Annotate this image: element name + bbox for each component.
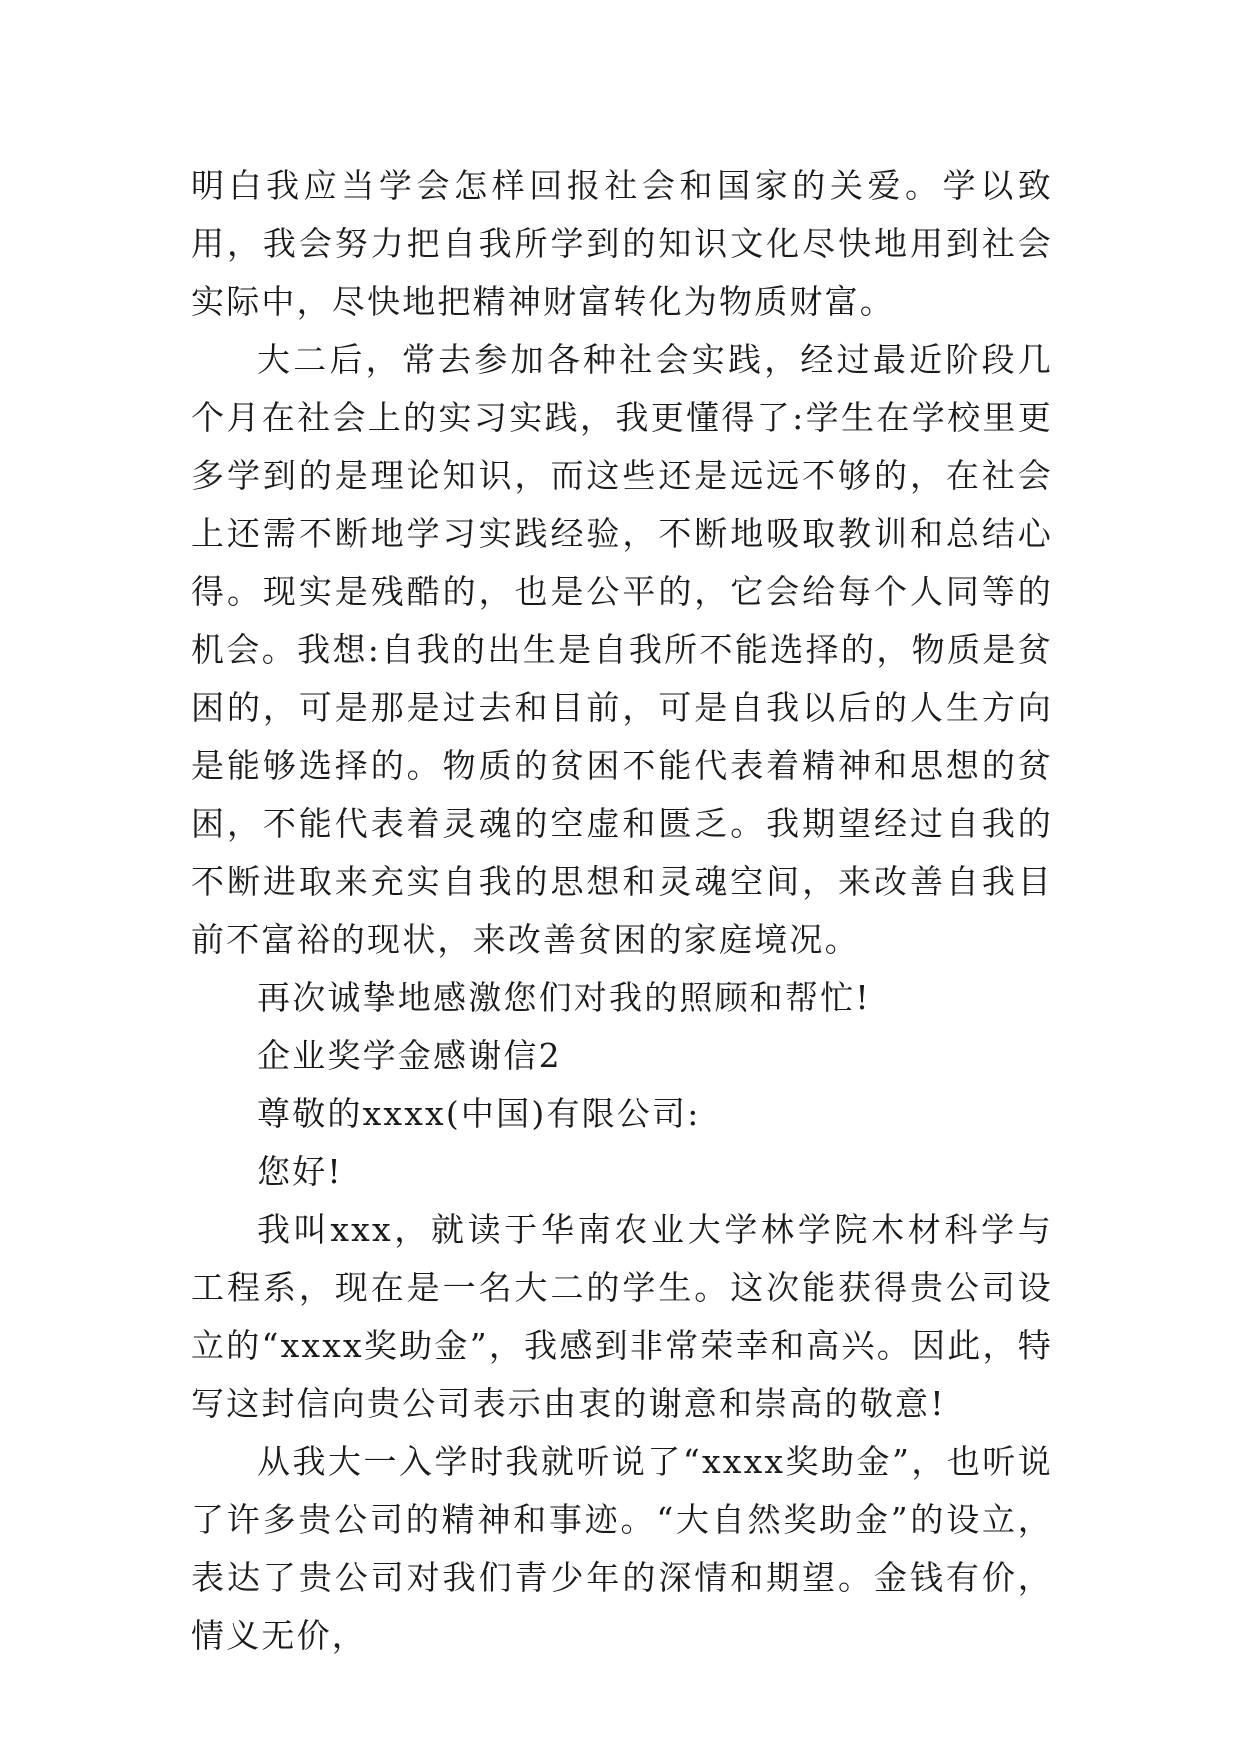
paragraph: 我叫xxx，就读于华南农业大学林学院木材科学与工程系，现在是一名大二的学生。这次能获得贵公司设立的“xxxx奖助金”，我感到非常荣幸和高兴。因此，特写这封信向贵公司表示由衷的谢意和崇高的敬意! (191, 1210, 1053, 1423)
paragraph: 再次诚挚地感激您们对我的照顾和帮忙! (257, 978, 871, 1017)
greeting: 您好! (257, 1152, 343, 1191)
document-body (191, 157, 1053, 1665)
paragraph: 大二后，常去参加各种社会实践，经过最近阶段几个月在社会上的实习实践，我更懂得了:学生在学校里更多学到的是理论知识，而这些还是远远不够的，在社会上还需不断地学习实践经验，不断地吸取教训和总结心得。现实是残酷的，也是公平的，它会给每个人同等的机会。我想:自我的出生是自我所不能选择的，物质是贫困的，可是那是过去和目前，可是自我以后的人生方向是能够选择的。物质的贫困不能代表着精神和思想的贫困，不能代表着灵魂的空虚和匮乏。我期望经过自我的不断进取来充实自我的思想和灵魂空间，来改善自我目前不富裕的现状，来改善贫困的家庭境况。 (191, 340, 1053, 959)
letter-title: 企业奖学金感谢信2 (257, 1036, 562, 1075)
paragraph: 从我大一入学时我就听说了“xxxx奖助金”，也听说了许多贵公司的精神和事迹。“大自然奖助金”的设立，表达了贵公司对我们青少年的深情和期望。金钱有价，情义无价， (191, 1442, 1053, 1655)
paragraph: 明白我应当学会怎样回报社会和国家的关爱。学以致用，我会努力把自我所学到的知识文化尽快地用到社会实际中，尽快地把精神财富转化为物质财富。 (191, 166, 1053, 321)
salutation: 尊敬的xxxx(中国)有限公司: (257, 1094, 701, 1133)
